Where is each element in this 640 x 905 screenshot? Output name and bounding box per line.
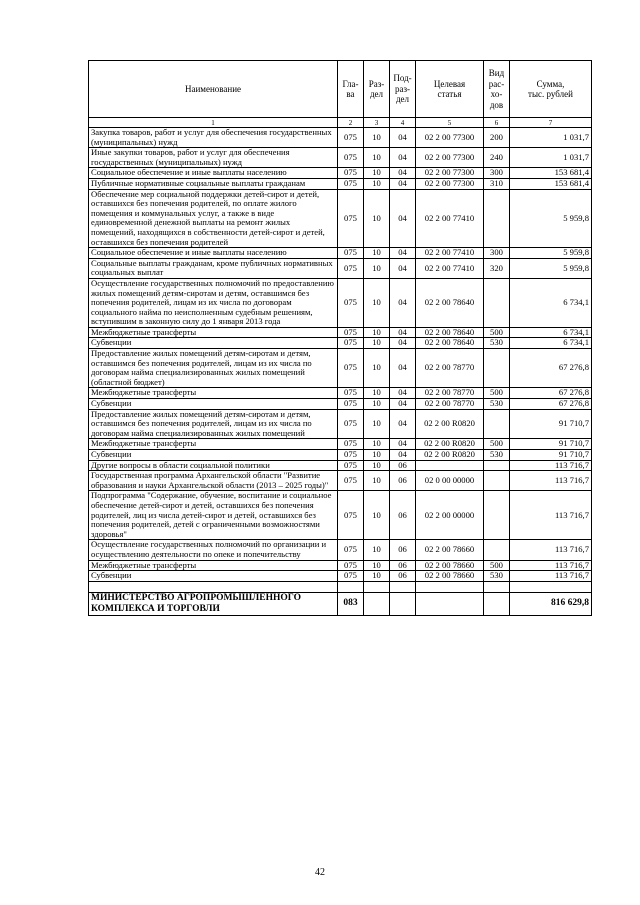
row-vid-cell — [484, 592, 510, 615]
row-vid-cell — [484, 189, 510, 248]
row-sum-cell: 91 710,7 — [510, 450, 592, 461]
table-row — [89, 388, 592, 399]
row-sum-cell: 153 681,4 — [510, 178, 592, 189]
row-podrazdel-cell: 06 — [390, 571, 416, 582]
row-razdel-cell: 10 — [364, 450, 390, 461]
row-sum-cell: 91 710,7 — [510, 439, 592, 450]
row-razdel-cell — [364, 581, 390, 592]
row-podrazdel-cell: 04 — [390, 168, 416, 179]
row-podrazdel-cell: 04 — [390, 388, 416, 399]
row-podrazdel-cell: 04 — [390, 349, 416, 388]
row-glava-cell: 075 — [338, 388, 364, 399]
row-razdel-cell: 10 — [364, 439, 390, 450]
row-razdel-cell: 10 — [364, 148, 390, 168]
row-sum-cell: 6 734,1 — [510, 278, 592, 327]
column-number: 5 — [416, 118, 484, 128]
row-podrazdel-cell: 06 — [390, 540, 416, 560]
row-vid-cell: 240 — [484, 148, 510, 168]
column-numbers-row — [89, 118, 592, 128]
row-glava-cell: 075 — [338, 571, 364, 582]
row-target-cell: 02 2 00 78640 — [416, 338, 484, 349]
row-podrazdel-cell: 04 — [390, 248, 416, 259]
row-vid-cell: 300 — [484, 168, 510, 179]
table-row — [89, 581, 592, 592]
row-target-cell — [416, 581, 484, 592]
row-sum-cell: 5 959,8 — [510, 258, 592, 278]
row-vid-cell: 500 — [484, 388, 510, 399]
row-vid-cell — [484, 349, 510, 388]
table-body — [89, 128, 592, 616]
table-row — [89, 327, 592, 338]
row-name-cell: Осуществление государственных полномочий по предоставлению жилых помещений детям-сиротам и детям, оставшимся без попечения родителей, лицам из их числа по договорам социального найма по неисполненным судебным решениям, вступившим в законную силу до 1 января 2013 года — [89, 278, 338, 327]
row-name-cell: Иные закупки товаров, работ и услуг для обеспечения государственных (муниципальных) нужд — [89, 148, 338, 168]
row-name-cell: Межбюджетные трансферты — [89, 439, 338, 450]
row-target-cell: 02 2 00 R0820 — [416, 450, 484, 461]
row-name-cell: Государственная программа Архангельской области "Развитие образования и науки Архангельской области (2013 – 2025 годы)" — [89, 471, 338, 491]
row-name-cell: Межбюджетные трансферты — [89, 560, 338, 571]
row-name-cell: Обеспечение мер социальной поддержки детей-сирот и детей, оставшихся без попечения родителей, по оплате жилого помещения и коммунальных услуг, а также в виде единовременной денежной выплаты на ремонт жилых помещений, находящихся в собственности детей-сирот и детей, оставшихся без попечения родителей — [89, 189, 338, 248]
row-vid-cell: 500 — [484, 560, 510, 571]
row-name-cell: Предоставление жилых помещений детям-сиротам и детям, оставшимся без попечения родителей, лицам из их числа по договорам найма специализированных жилых помещений (областной бюджет) — [89, 349, 338, 388]
row-razdel-cell: 10 — [364, 491, 390, 540]
column-number: 2 — [338, 118, 364, 128]
row-glava-cell — [338, 581, 364, 592]
row-target-cell: 02 2 00 00000 — [416, 491, 484, 540]
row-vid-cell: 320 — [484, 258, 510, 278]
row-name-cell: Публичные нормативные социальные выплаты гражданам — [89, 178, 338, 189]
row-podrazdel-cell: 04 — [390, 258, 416, 278]
row-target-cell: 02 2 00 78660 — [416, 560, 484, 571]
row-razdel-cell: 10 — [364, 248, 390, 259]
row-target-cell — [416, 592, 484, 615]
column-number: 3 — [364, 118, 390, 128]
table-row — [89, 178, 592, 189]
table-row — [89, 168, 592, 179]
row-sum-cell: 6 734,1 — [510, 338, 592, 349]
row-sum-cell: 1 031,7 — [510, 148, 592, 168]
row-name-cell: Социальные выплаты гражданам, кроме публичных нормативных социальных выплат — [89, 258, 338, 278]
row-glava-cell: 075 — [338, 168, 364, 179]
table-row — [89, 258, 592, 278]
row-vid-cell: 530 — [484, 450, 510, 461]
row-target-cell — [416, 460, 484, 471]
row-sum-cell: 113 716,7 — [510, 571, 592, 582]
column-number: 6 — [484, 118, 510, 128]
row-razdel-cell: 10 — [364, 540, 390, 560]
row-glava-cell: 075 — [338, 258, 364, 278]
row-sum-cell: 113 716,7 — [510, 491, 592, 540]
table-row — [89, 278, 592, 327]
row-vid-cell — [484, 540, 510, 560]
row-sum-cell: 6 734,1 — [510, 327, 592, 338]
row-glava-cell: 075 — [338, 327, 364, 338]
table-row — [89, 399, 592, 410]
row-podrazdel-cell: 04 — [390, 148, 416, 168]
row-podrazdel-cell: 04 — [390, 409, 416, 439]
row-target-cell: 02 2 00 77410 — [416, 189, 484, 248]
table-row — [89, 471, 592, 491]
row-target-cell: 02 2 00 78770 — [416, 388, 484, 399]
row-target-cell: 02 2 00 78640 — [416, 278, 484, 327]
row-name-cell: Субвенции — [89, 450, 338, 461]
row-podrazdel-cell: 04 — [390, 450, 416, 461]
table-row — [89, 409, 592, 439]
row-name-cell: Закупка товаров, работ и услуг для обеспечения государственных (муниципальных) нужд — [89, 128, 338, 148]
row-sum-cell: 67 276,8 — [510, 399, 592, 410]
row-vid-cell — [484, 278, 510, 327]
row-target-cell: 02 2 00 78660 — [416, 571, 484, 582]
row-sum-cell: 113 716,7 — [510, 460, 592, 471]
row-podrazdel-cell: 06 — [390, 471, 416, 491]
row-sum-cell: 113 716,7 — [510, 471, 592, 491]
row-podrazdel-cell: 04 — [390, 178, 416, 189]
row-glava-cell: 075 — [338, 460, 364, 471]
budget-table — [88, 60, 592, 616]
row-sum-cell: 816 629,8 — [510, 592, 592, 615]
row-razdel-cell: 10 — [364, 278, 390, 327]
row-razdel-cell: 10 — [364, 349, 390, 388]
row-vid-cell: 530 — [484, 571, 510, 582]
row-razdel-cell — [364, 592, 390, 615]
row-glava-cell: 075 — [338, 178, 364, 189]
row-name-cell: Субвенции — [89, 399, 338, 410]
row-name-cell: Межбюджетные трансферты — [89, 388, 338, 399]
row-glava-cell: 075 — [338, 349, 364, 388]
column-number: 4 — [390, 118, 416, 128]
row-glava-cell: 075 — [338, 338, 364, 349]
table-row — [89, 248, 592, 259]
table-row — [89, 460, 592, 471]
row-target-cell: 02 2 00 77300 — [416, 178, 484, 189]
row-vid-cell: 300 — [484, 248, 510, 259]
table-row — [89, 560, 592, 571]
header-vid: Вид рас- хо- дов — [484, 61, 510, 118]
row-name-cell: Субвенции — [89, 338, 338, 349]
row-glava-cell: 075 — [338, 399, 364, 410]
row-vid-cell: 500 — [484, 327, 510, 338]
row-target-cell: 02 2 00 77410 — [416, 258, 484, 278]
row-sum-cell: 67 276,8 — [510, 388, 592, 399]
row-target-cell: 02 2 00 77410 — [416, 248, 484, 259]
row-razdel-cell: 10 — [364, 168, 390, 179]
table-row — [89, 450, 592, 461]
row-razdel-cell: 10 — [364, 178, 390, 189]
row-razdel-cell: 10 — [364, 560, 390, 571]
header-podrazdel: Под- раз- дел — [390, 61, 416, 118]
row-vid-cell: 530 — [484, 338, 510, 349]
row-target-cell: 02 2 00 77300 — [416, 148, 484, 168]
row-target-cell: 02 2 00 78660 — [416, 540, 484, 560]
row-glava-cell: 075 — [338, 248, 364, 259]
row-podrazdel-cell: 04 — [390, 439, 416, 450]
row-glava-cell: 075 — [338, 148, 364, 168]
row-vid-cell: 500 — [484, 439, 510, 450]
row-podrazdel-cell: 06 — [390, 460, 416, 471]
row-glava-cell: 075 — [338, 560, 364, 571]
page-number: 42 — [315, 867, 325, 878]
row-target-cell: 02 2 00 R0820 — [416, 409, 484, 439]
row-razdel-cell: 10 — [364, 471, 390, 491]
row-sum-cell: 5 959,8 — [510, 189, 592, 248]
row-razdel-cell: 10 — [364, 399, 390, 410]
table-row — [89, 439, 592, 450]
row-vid-cell — [484, 460, 510, 471]
table-row — [89, 592, 592, 615]
row-sum-cell: 91 710,7 — [510, 409, 592, 439]
row-razdel-cell: 10 — [364, 388, 390, 399]
table-row — [89, 148, 592, 168]
header-sum: Сумма, тыс. рублей — [510, 61, 592, 118]
row-sum-cell: 5 959,8 — [510, 248, 592, 259]
row-glava-cell: 075 — [338, 491, 364, 540]
header-razdel: Раз- дел — [364, 61, 390, 118]
row-name-cell: Осуществление государственных полномочий по организации и осуществлению деятельности по опеке и попечительству — [89, 540, 338, 560]
table-row — [89, 349, 592, 388]
table-header-row — [89, 61, 592, 118]
row-glava-cell: 075 — [338, 471, 364, 491]
table-row — [89, 189, 592, 248]
row-glava-cell: 075 — [338, 128, 364, 148]
row-razdel-cell: 10 — [364, 409, 390, 439]
table-row — [89, 338, 592, 349]
row-sum-cell: 1 031,7 — [510, 128, 592, 148]
row-name-cell: Социальное обеспечение и иные выплаты населению — [89, 248, 338, 259]
row-podrazdel-cell: 04 — [390, 338, 416, 349]
row-podrazdel-cell: 04 — [390, 189, 416, 248]
row-name-cell — [89, 581, 338, 592]
row-podrazdel-cell: 04 — [390, 128, 416, 148]
row-podrazdel-cell — [390, 592, 416, 615]
row-name-cell: Предоставление жилых помещений детям-сиротам и детям, оставшимся без попечения родителей, лицам из их числа по договорам найма специализированных жилых помещений — [89, 409, 338, 439]
row-podrazdel-cell: 06 — [390, 560, 416, 571]
row-glava-cell: 083 — [338, 592, 364, 615]
table-row — [89, 540, 592, 560]
row-vid-cell: 530 — [484, 399, 510, 410]
row-podrazdel-cell: 04 — [390, 278, 416, 327]
row-vid-cell: 310 — [484, 178, 510, 189]
row-name-cell: Субвенции — [89, 571, 338, 582]
row-vid-cell — [484, 409, 510, 439]
row-target-cell: 02 2 00 78640 — [416, 327, 484, 338]
row-glava-cell: 075 — [338, 450, 364, 461]
row-vid-cell — [484, 491, 510, 540]
table-row — [89, 128, 592, 148]
row-vid-cell — [484, 581, 510, 592]
table-row — [89, 491, 592, 540]
row-sum-cell: 113 716,7 — [510, 540, 592, 560]
row-glava-cell: 075 — [338, 409, 364, 439]
row-glava-cell: 075 — [338, 278, 364, 327]
row-sum-cell: 153 681,4 — [510, 168, 592, 179]
row-podrazdel-cell: 04 — [390, 327, 416, 338]
row-target-cell: 02 0 00 00000 — [416, 471, 484, 491]
row-razdel-cell: 10 — [364, 460, 390, 471]
row-name-cell: Другие вопросы в области социальной политики — [89, 460, 338, 471]
row-podrazdel-cell: 06 — [390, 491, 416, 540]
row-razdel-cell: 10 — [364, 128, 390, 148]
row-razdel-cell: 10 — [364, 258, 390, 278]
row-target-cell: 02 2 00 77300 — [416, 168, 484, 179]
row-glava-cell: 075 — [338, 439, 364, 450]
column-number: 7 — [510, 118, 592, 128]
row-name-cell: Социальное обеспечение и иные выплаты населению — [89, 168, 338, 179]
table-row — [89, 571, 592, 582]
row-vid-cell: 200 — [484, 128, 510, 148]
row-podrazdel-cell — [390, 581, 416, 592]
row-target-cell: 02 2 00 78770 — [416, 399, 484, 410]
row-target-cell: 02 2 00 78770 — [416, 349, 484, 388]
row-razdel-cell: 10 — [364, 338, 390, 349]
row-glava-cell: 075 — [338, 540, 364, 560]
row-sum-cell: 113 716,7 — [510, 560, 592, 571]
row-vid-cell — [484, 471, 510, 491]
row-name-cell: Межбюджетные трансферты — [89, 327, 338, 338]
row-target-cell: 02 2 00 R0820 — [416, 439, 484, 450]
row-razdel-cell: 10 — [364, 327, 390, 338]
header-name: Наименование — [89, 61, 338, 118]
row-sum-cell: 67 276,8 — [510, 349, 592, 388]
row-name-cell: МИНИСТЕРСТВО АГРОПРОМЫШЛЕННОГО КОМПЛЕКСА И ТОРГОВЛИ — [89, 592, 338, 615]
row-razdel-cell: 10 — [364, 571, 390, 582]
row-sum-cell — [510, 581, 592, 592]
column-number: 1 — [89, 118, 338, 128]
row-podrazdel-cell: 04 — [390, 399, 416, 410]
row-razdel-cell: 10 — [364, 189, 390, 248]
header-target: Целевая статья — [416, 61, 484, 118]
row-target-cell: 02 2 00 77300 — [416, 128, 484, 148]
header-glava: Гла- ва — [338, 61, 364, 118]
row-name-cell: Подпрограмма "Содержание, обучение, воспитание и социальное обеспечение детей-сирот и детей, оставшихся без попечения родителей, лиц из числа детей-сирот и детей, оставшихся без попечения родителей, детей с ограниченными возможностями здоровья" — [89, 491, 338, 540]
row-glava-cell: 075 — [338, 189, 364, 248]
